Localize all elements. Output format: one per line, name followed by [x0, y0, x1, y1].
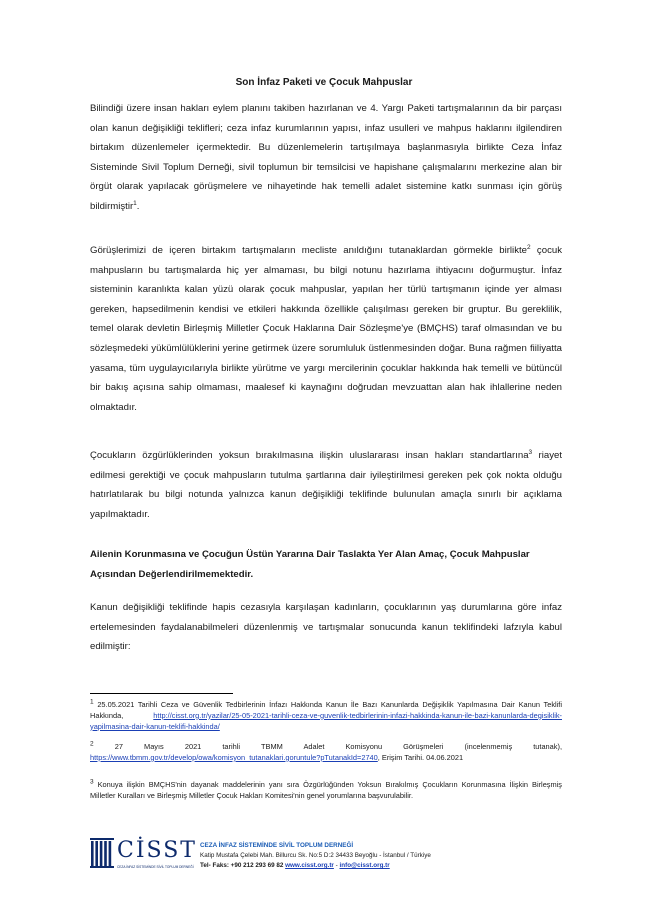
logo-wordmark: CİSST: [117, 838, 197, 863]
footnote-3: [90, 780, 562, 802]
page-footer: [90, 836, 562, 876]
org-name: CEZA İNFAZ SİSTEMİNDE SİVİL TOPLUM DERNEĞİ: [200, 842, 354, 849]
logo-subtitle: CEZA İNFAZ SİSTEMİNDE SİVİL TOPLUM DERNEĞİ: [117, 865, 194, 869]
document-title: Son İnfaz Paketi ve Çocuk Mahpuslar: [235, 77, 413, 88]
footnote-1-text: 25.05.2021 Tarihli Ceza ve Güvenlik Tedbirlerinin İnfazı Hakkında Kanun İle Bazı Kanunlarda Değişiklik Yapılmasına Dair Kanun Teklifi Hakkında,: [90, 700, 562, 720]
footnote-2-text: 27 Mayıs 2021 tarihli TBMM Adalet Komisyonu Görüşmeleri (incelenmemiş tutanak),: [93, 742, 562, 751]
paragraph-amendment: Kanun değişikliği teklifinde hapis cezasıyla karşılaşan kadınların, çocuklarının yaş durumlarına göre infaz ertelemesinden faydalanabilmeleri düzenlenmiş ve tartışmalar sonucunda kanun teklifindeki lafzıyla kabul edilmiştir:: [90, 602, 562, 653]
footnote-2-link[interactable]: https://www.tbmm.gov.tr/develop/owa/komisyon_tutanaklari.goruntule?pTutanakId=2740: [90, 752, 378, 762]
footnote-ref-1[interactable]: 1: [133, 199, 137, 207]
section-heading: Ailenin Korunmasına ve Çocuğun Üstün Yararına Dair Taslakta Yer Alan Amaç, Çocuk Mahpuslar Açısından Değerlendirilmemektedir.: [90, 549, 530, 580]
footnote-divider: [90, 693, 233, 694]
org-contact: [200, 841, 431, 871]
paragraph-discussion-text-a: Görüşlerimizi de içeren birtakım tartışmaların mecliste anıldığını tutanaklardan görmekle birlikte: [90, 245, 527, 256]
footnote-1-link[interactable]: http://cisst.org.tr/yazilar/25-05-2021-tarihli-ceza-ve-guvenlik-tedbirlerinin-infazi-hakkinda-kanun-ile-bazi-kanunlarda-degisiklik-yapilmasina-dair-kanun-teklifi-hakkinda/: [90, 710, 562, 731]
footnote-2: [90, 742, 562, 764]
contact-separator: -: [333, 862, 340, 869]
paragraph-discussion: [90, 241, 562, 417]
paragraph-standards-text-b: riayet edilmesi gerektiği ve çocuk mahpusların tutulma şartlarına dair iyileştirilmesi gereken pek çok nokta olduğu hatırlatılarak bu bilgi notunda yalnızca kanun değişikliği teklifinde bulunulan amaçla sınırlı bir açıklama yapılmaktadır.: [90, 450, 562, 520]
org-contact-line: [200, 861, 431, 871]
cisst-logo: [90, 836, 197, 876]
footnote-1: [90, 700, 562, 732]
paragraph-discussion-text-b: çocuk mahpusların bu tartışmalarda hiç yer almaması, bu bilgi notunu hazırlama ihtiyacını doğurmuştur. İnfaz sisteminin karanlıkta kalan yüzü olarak çocuk mahpuslar, yapılan her türlü tartışmanın içinde yer alması gereken, hapsedilmenin kendisi ve etkileri hakkında özellikle çalışılması gereken bir gruptur. Bu gereklilik, temel olarak devletin Birleşmiş Milletler Çocuk Haklarına Dair Sözleşme'ye (BMÇHS) taraf olmasından ve bu sözleşmedeki yükümlülüklerini yerine getirmek üzere sorumluluk üstlenmesinden doğar. Buna rağmen fiiliyatta yasama, tüm uygulayıcılarıyla birlikte yürütme ve yargı mercilerinin çocuklar hakkında hak temelli ve bütüncül bir bakış açısına sahip olmaması, maalesef ki kaynağını doğrudan mevzuattan alan hak ihlallerine neden olmaktadır.: [90, 245, 562, 413]
paragraph-standards-text-a: Çocukların özgürlüklerinden yoksun bırakılmasına ilişkin uluslararası insan hakları standartlarına: [90, 450, 529, 461]
paragraph-intro-text: Bilindiği üzere insan hakları eylem planını takiben hazırlanan ve 4. Yargı Paketi tartışmalarının da bir parçası olan kanun değişikliği teklifleri; ceza infaz kurumlarının yapısı, infaz usulleri ve mahpus haklarını ilgilendiren birtakım düzenlemeler içermektedir. Bu düzenlemelerin tartışılmaya başlanmasıyla birlikte Ceza İnfaz Sisteminde Sivil Toplum Derneği, sivil toplumun bir temsilcisi ve hapishane çalışmalarını merkezine alan bir örgüt olarak yapılacak görüşmelere ve nihayetinde hak temelli adalet sistemine katkı sunması için görüş bildirmiştir: [90, 103, 562, 212]
footnote-2-number: 2: [90, 740, 94, 748]
paragraph-intro-end: .: [136, 200, 140, 212]
prison-bars-icon: [90, 838, 114, 868]
website-link[interactable]: www.cisst.org.tr: [285, 862, 334, 869]
footnote-3-number: 3: [90, 778, 94, 786]
paragraph-standards: [90, 446, 562, 524]
footnote-3-text: Konuya ilişkin BMÇHS'nin dayanak maddelerinin yanı sıra Özgürlüğünden Yoksun Bırakılmış Çocukların Korunmasına İlişkin Birleşmiş Milletler Kuralları ve Birleşmiş Milletler Çocuk Hakları Komitesi'nin genel yorumlarına başvurulabilir.: [90, 780, 562, 800]
footnote-ref-3[interactable]: 3: [528, 448, 533, 456]
org-address: Katip Mustafa Çelebi Mah. Billurcu Sk. No:5 D:2 34433 Beyoğlu - İstanbul / Türkiye: [200, 852, 431, 859]
footnote-2-access-date: , Erişim Tarihi. 04.06.2021: [377, 752, 464, 762]
org-phone: Tel- Faks: +90 212 293 69 82: [200, 862, 286, 869]
paragraph-intro: [90, 99, 562, 217]
email-link[interactable]: info@cisst.org.tr: [339, 862, 390, 869]
footnote-ref-2[interactable]: 2: [527, 243, 531, 251]
footnote-1-number: 1: [90, 698, 94, 706]
